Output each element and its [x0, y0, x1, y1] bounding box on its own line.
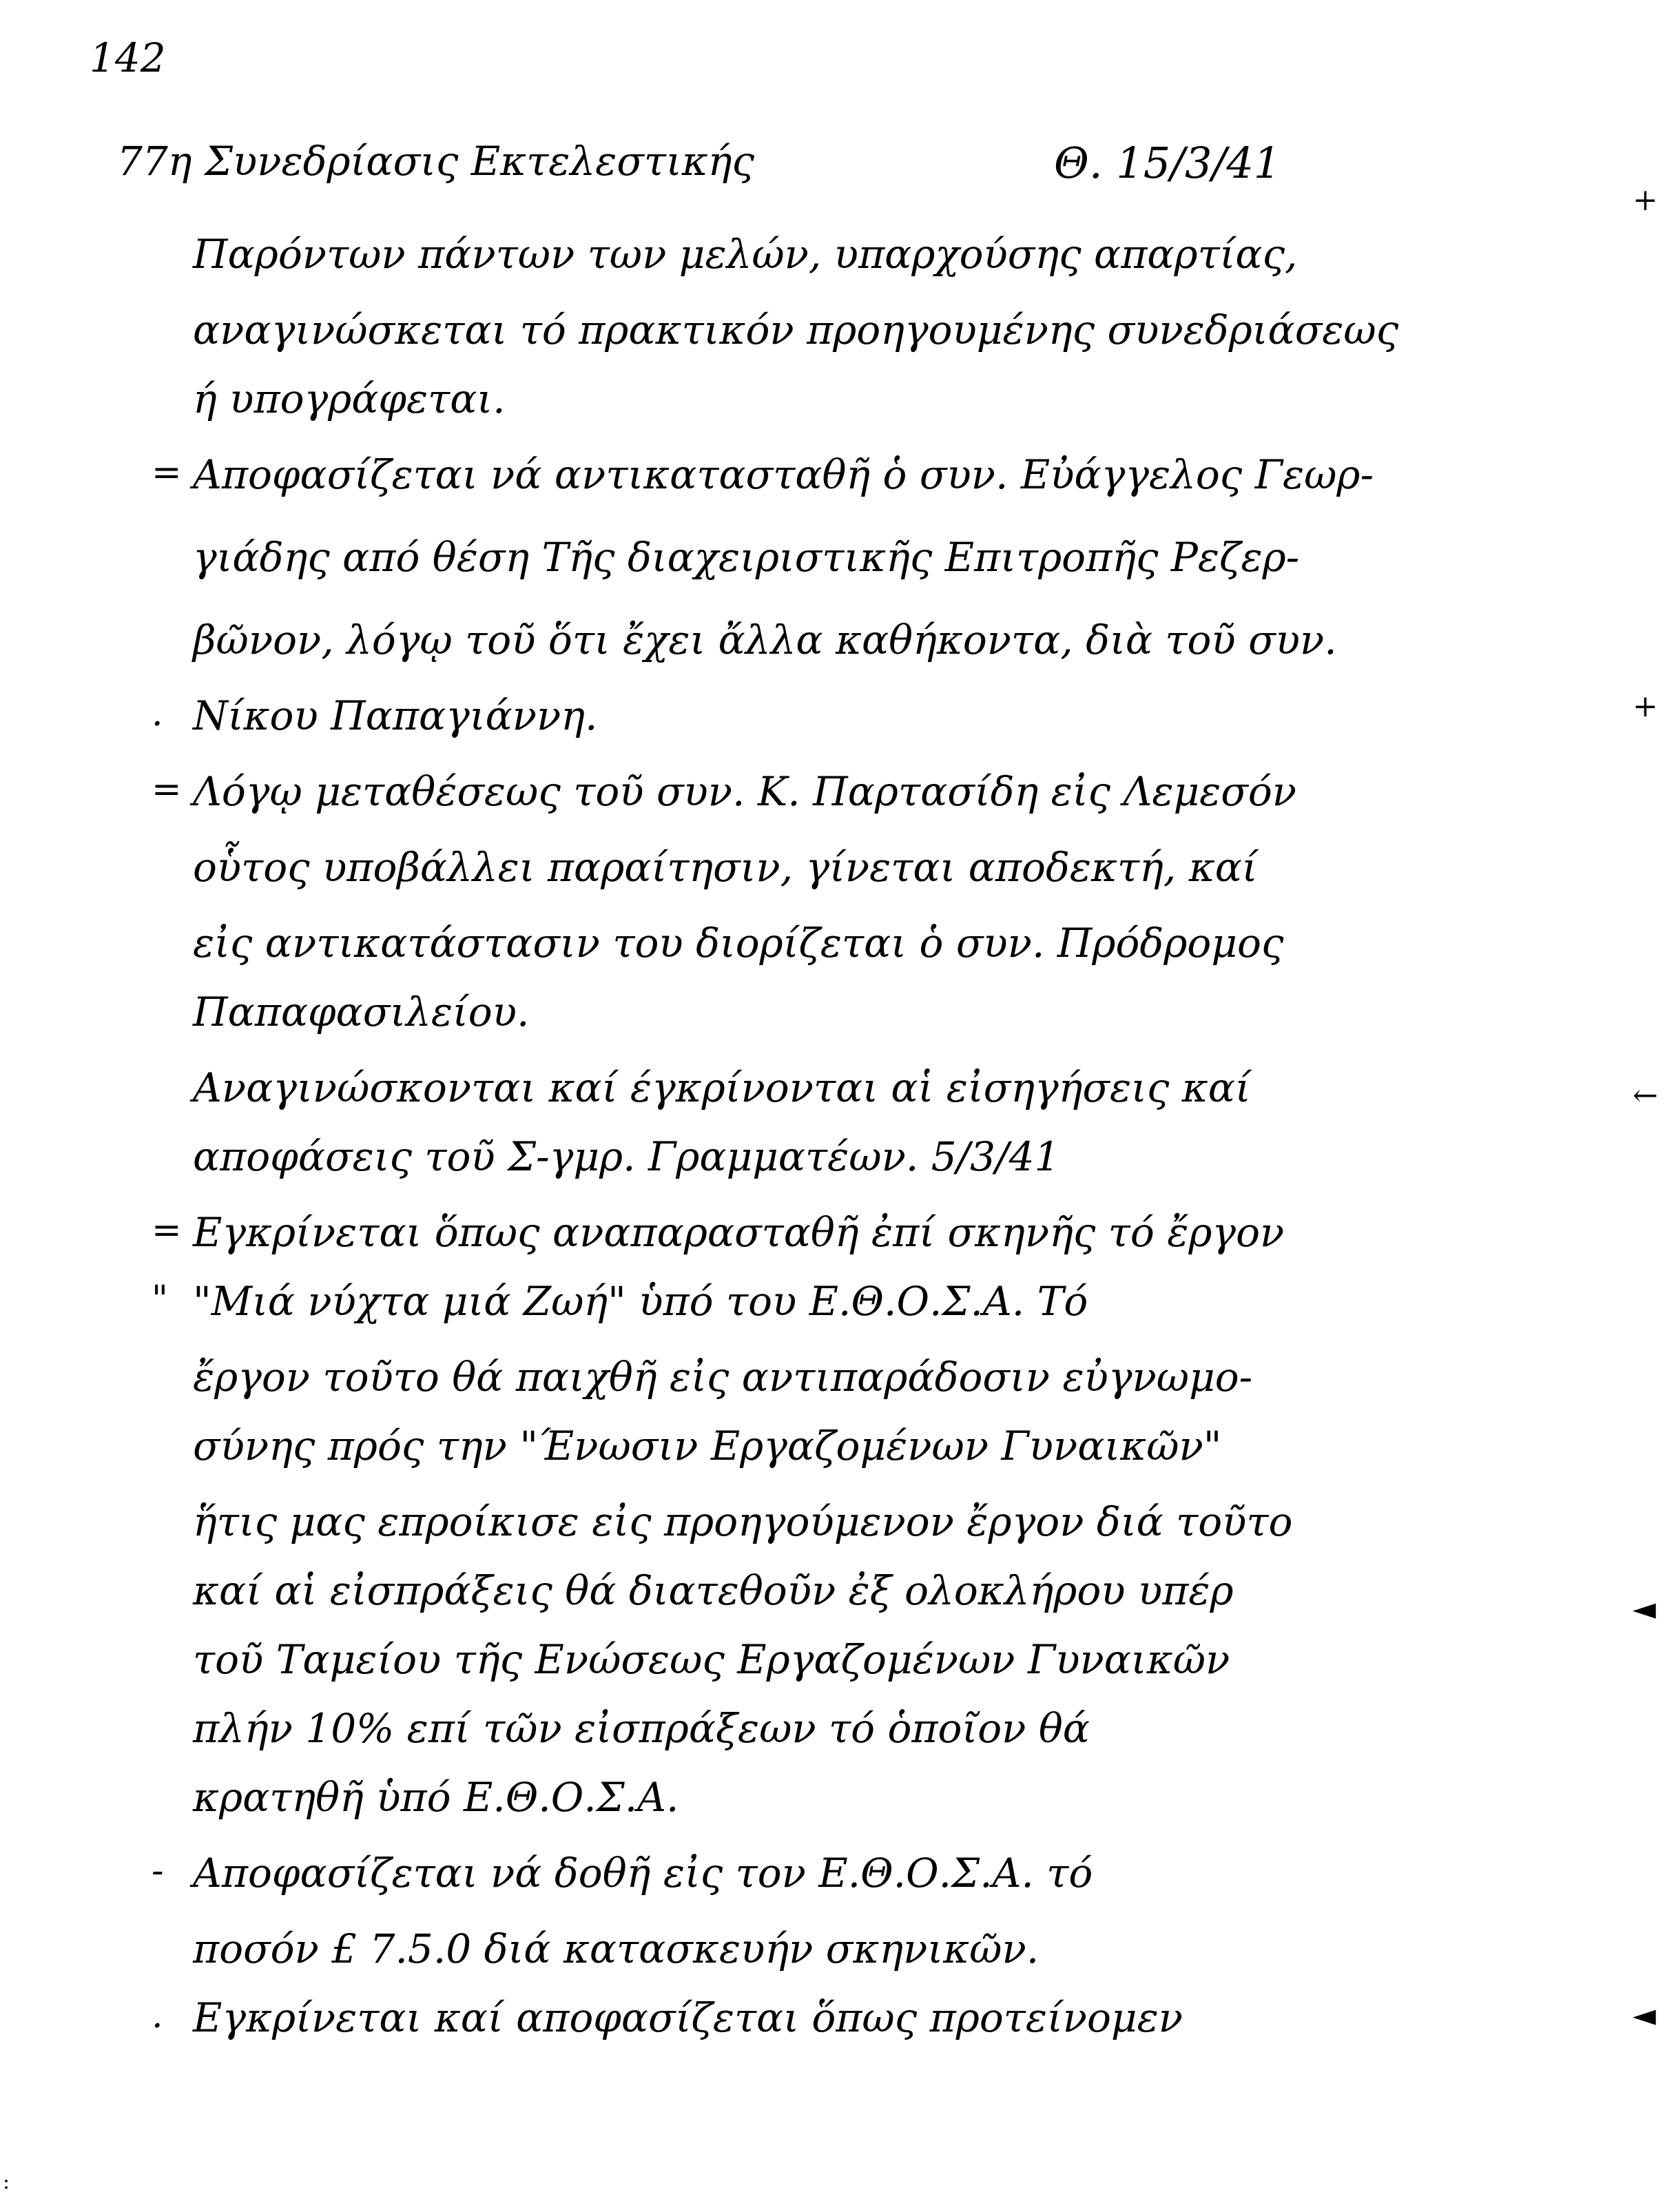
text-line: βῶνον, λόγῳ τοῦ ὅτι ἔχει ἄλλα καθήκοντα, διὰ τοῦ συν.: [193, 617, 1337, 663]
text-line: - Αποφασίζεται νά δοθῆ εἰς τον Ε.Θ.Ο.Σ.Α. τό: [152, 1850, 1093, 1896]
text-line: τοῦ Ταμείου τῆς Ενώσεως Εργαζομένων Γυναικῶν: [193, 1636, 1230, 1683]
punch-hole-mark: +: [1633, 183, 1658, 218]
text-line: οὗτος υποβάλλει παραίτησιν, γίνεται αποδεκτή, καί: [193, 844, 1258, 891]
text-line: γιάδης από θέση Τῆς διαχειριστικῆς Επιτροπῆς Ρεζερ-: [193, 534, 1300, 581]
text-line: Παρόντων πάντων των μελών, υπαρχούσης απαρτίας,: [193, 231, 1298, 278]
text-line: . Εγκρίνεται καί αποφασίζεται ὅπως προτείνομεν: [152, 1994, 1183, 2041]
punch-hole-mark: ◄: [1633, 1591, 1656, 1626]
line-marker: .: [152, 693, 163, 734]
text-line: ἥτις μας επροίκισε εἰς προηγούμενον ἔργον διά τοῦτο: [193, 1498, 1293, 1545]
punch-hole-mark: ←: [1633, 1078, 1658, 1113]
session-title: 77η Συνεδρίασις Εκτελεστικής: [117, 138, 754, 185]
text-line: ἔργον τοῦτο θά παιχθῆ εἰς αντιπαράδοσιν εὐγνωμο-: [193, 1354, 1253, 1400]
page-number: 142: [90, 34, 166, 81]
text-line: σύνης πρός την "Ένωσιν Εργαζομένων Γυναικῶν": [193, 1423, 1222, 1469]
text-line: εἰς αντικατάστασιν του διορίζεται ὁ συν. Πρόδρομος: [193, 920, 1284, 967]
line-marker: .: [152, 1995, 163, 2036]
text-line: Παπαφασιλείου.: [193, 989, 530, 1035]
edge-mark: :: [3, 2170, 10, 2194]
text-line: = Λόγῳ μεταθέσεως τοῦ συν. Κ. Παρτασίδη εἰς Λεμεσόν: [152, 768, 1297, 815]
text-line: " "Μιά νύχτα μιά Ζωή" ὑπό του Ε.Θ.Ο.Σ.Α. Τό: [152, 1278, 1088, 1325]
text-line: Αναγινώσκονται καί έγκρίνονται αἱ εἰσηγήσεις καί: [193, 1064, 1251, 1111]
line-marker: =: [152, 452, 182, 493]
line-marker: =: [152, 769, 182, 810]
punch-hole-mark: ◄: [1633, 1998, 1656, 2033]
text-line: ποσόν £ 7.5.0 διά κατασκευήν σκηνικῶν.: [193, 1925, 1039, 1972]
text-line: αναγινώσκεται τό πρακτικόν προηγουμένης συνεδριάσεως: [193, 307, 1399, 353]
minutes-header: [117, 138, 1357, 200]
session-date: Θ. 15/3/41: [1054, 138, 1281, 188]
text-line: = Εγκρίνεται ὅπως αναπαρασταθῆ ἐπί σκηνῆς τό ἔργον: [152, 1209, 1285, 1256]
text-line: ή υπογράφεται.: [193, 375, 506, 422]
line-marker: ": [152, 1279, 168, 1320]
text-line: καί αἱ εἰσπράξεις θά διατεθοῦν ἐξ ολοκλήρου υπέρ: [193, 1567, 1234, 1614]
text-line: αποφάσεις τοῦ Σ-γμρ. Γραμματέων. 5/3/41: [193, 1133, 1060, 1180]
text-line: . Νίκου Παπαγιάννη.: [152, 692, 598, 739]
text-line: = Αποφασίζεται νά αντικατασταθῆ ὁ συν. Εὐάγγελος Γεωρ-: [152, 451, 1374, 498]
punch-hole-mark: +: [1633, 689, 1658, 724]
text-line: πλήν 10% επί τῶν εἰσπράξεων τό ὁποῖον θά: [193, 1705, 1090, 1752]
text-line: κρατηθῆ ὑπό Ε.Θ.Ο.Σ.Α.: [193, 1774, 679, 1821]
line-marker: -: [152, 1850, 164, 1892]
line-marker: =: [152, 1210, 182, 1251]
